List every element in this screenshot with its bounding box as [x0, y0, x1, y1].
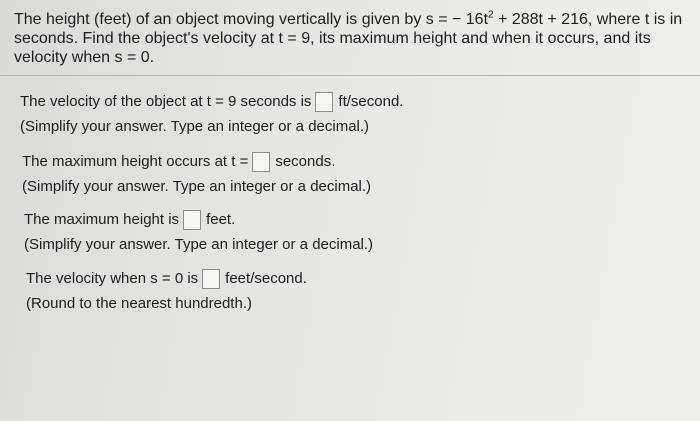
question-hint: (Simplify your answer. Type an integer or a decimal.) [22, 178, 372, 195]
answer-input-velocity-at-t9[interactable] [315, 92, 333, 112]
answer-input-max-height-time[interactable] [252, 152, 270, 172]
question-hint: (Simplify your answer. Type an integer or a decimal.) [24, 236, 374, 253]
question-unit: feet/second. [225, 270, 307, 287]
problem-statement [14, 10, 684, 67]
problem-text-start: The height (feet) of an object moving vertically is given by s = − 16t [14, 11, 489, 28]
question-velocity-at-t9 [20, 92, 403, 136]
question-unit: ft/second. [338, 93, 404, 110]
question-max-height [24, 210, 373, 254]
answer-input-max-height[interactable] [183, 210, 201, 230]
question-prompt: The maximum height is [24, 211, 180, 228]
question-prompt: The velocity of the object at t = 9 seconds is [20, 93, 312, 110]
question-prompt: The maximum height occurs at t = [22, 153, 249, 170]
section-divider [0, 75, 700, 76]
question-hint: (Simplify your answer. Type an integer or a decimal.) [20, 118, 370, 135]
problem-text-end: + 288t + 216, where t is in seconds. Find the object's velocity at t = 9, its maximum height and when it occurs, and its velocity when s = 0. [14, 11, 683, 66]
question-velocity-at-ground [26, 269, 307, 313]
answer-input-velocity-at-ground[interactable] [202, 269, 220, 289]
problem-exponent: 2 [488, 9, 494, 21]
question-max-height-time [22, 152, 371, 196]
question-prompt: The velocity when s = 0 is [26, 270, 199, 287]
question-unit: seconds. [275, 153, 336, 170]
question-hint: (Round to the nearest hundredth.) [26, 295, 252, 312]
question-unit: feet. [206, 211, 236, 228]
